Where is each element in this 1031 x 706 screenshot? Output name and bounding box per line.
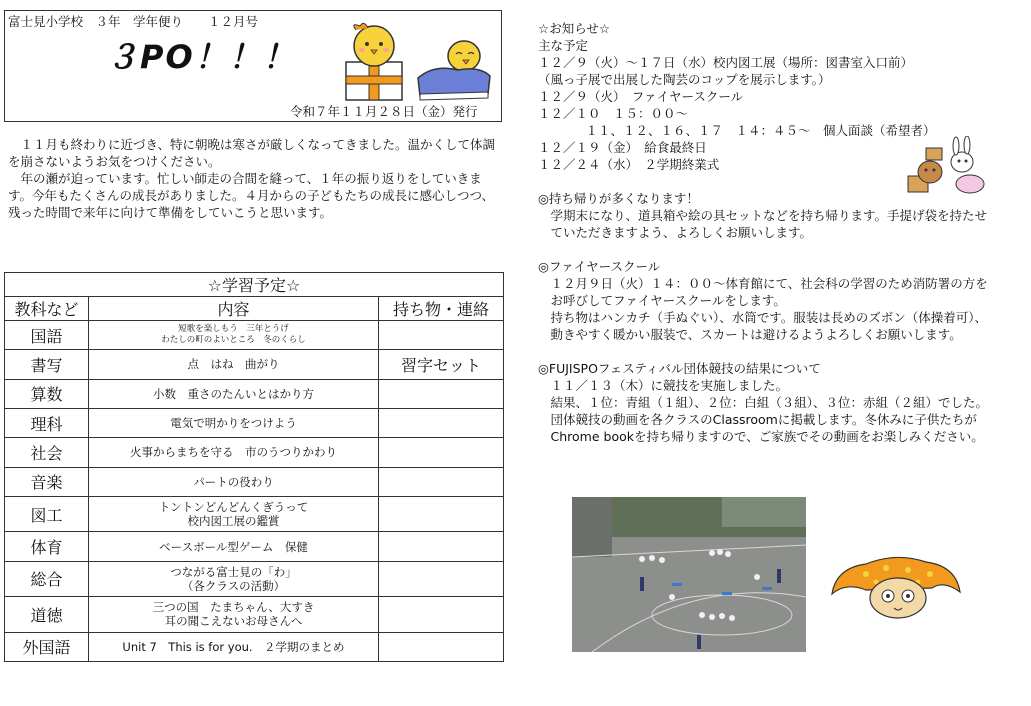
content-line: 三つの国 たまちゃん、大すき	[152, 600, 315, 615]
fire-school-items: 持ち物はハンカチ（手ぬぐい）、水筒です。服装は長めのズボン（体操着可）、動きやすく暖かい服装で、スカートは避けるようよろしくお願いします。	[550, 310, 988, 342]
bring-cell	[379, 408, 504, 437]
notices-column	[538, 20, 998, 445]
content-cell	[89, 379, 379, 408]
content-cell	[89, 467, 379, 496]
intro-message	[8, 136, 500, 221]
schedule-title: ☆学習予定☆	[5, 273, 504, 297]
table-row	[5, 438, 504, 467]
table-row	[5, 532, 504, 561]
main-schedule-label: 主な予定	[538, 38, 589, 53]
festival-heading: ◎FUJISPOフェスティバル団体競技の結果について	[538, 361, 821, 376]
event-line: １２／１９（金） 給食最終日	[538, 140, 707, 155]
school-line: 富士見小学校 ３年 学年便り １２月号	[8, 14, 259, 29]
column-header-bring: 持ち物・連絡	[379, 297, 504, 321]
content-cell	[89, 321, 379, 350]
subject-cell: 理科	[5, 408, 89, 437]
content-cell	[89, 408, 379, 437]
subject-cell: 外国語	[5, 632, 89, 661]
content-line: 小数 重さのたんいとはかり方	[153, 386, 314, 401]
content-cell	[89, 597, 379, 632]
table-row	[5, 379, 504, 408]
content-cell	[89, 438, 379, 467]
subject-cell: 社会	[5, 438, 89, 467]
festival-date: １１／１３（木）に競技を実施しました。	[550, 378, 789, 393]
content-line: わたしの町のよいところ 冬のくらし	[161, 335, 306, 346]
event-line: １２／９（火） ファイヤースクール	[538, 89, 744, 104]
content-line: ベースボール型ゲーム 保健	[159, 539, 308, 554]
take-home-heading: ◎持ち帰りが多くなります！	[538, 191, 699, 206]
table-row	[5, 467, 504, 496]
fire-school-body: １２月９日（火）１４：００～体育館にて、社会科の学習のため消防署の方をお呼びしてファイヤースクールをします。	[550, 276, 988, 308]
chick-bed-illustration	[414, 36, 494, 102]
event-line: １２／９（火）～１７日（水）校内図工展（場所：図書室入口前）	[538, 55, 914, 70]
column-header-content: 内容	[89, 297, 379, 321]
content-line: パートの役わり	[193, 474, 274, 489]
table-row	[5, 321, 504, 350]
table-row	[5, 496, 504, 531]
study-schedule-table	[4, 272, 504, 662]
subject-cell: 算数	[5, 379, 89, 408]
notices-heading: ☆お知らせ☆	[538, 21, 611, 36]
content-line: つながる富士見の「わ」	[170, 564, 297, 579]
content-line: 耳の聞こえないお母さんへ	[164, 614, 303, 629]
subject-cell: 書写	[5, 350, 89, 379]
moving-boxes-illustration	[904, 136, 990, 198]
content-line: 校内図工展の鑑賞	[187, 514, 280, 529]
cat-blanket-illustration	[826, 548, 966, 620]
subject-cell: 体育	[5, 532, 89, 561]
content-cell	[89, 561, 379, 596]
content-line: （各クラスの活動）	[181, 578, 286, 593]
intro-paragraph: １１月も終わりに近づき、特に朝晩は寒さが厳しくなってきました。温かくして体調を崩さないようお気をつけください。	[8, 137, 496, 169]
event-line: １２／１０ １５：００～	[538, 106, 689, 121]
intro-paragraph: 年の瀬が迫っています。忙しい師走の合間を縫って、１年の振り返りをしていきます。今年もたくさんの成長がありました。４月からの子どもたちの成長に感心しつつ、残った時間で来年に向けて準備をしていこうと思います。	[8, 171, 495, 220]
fire-school-heading: ◎ファイヤースクール	[538, 259, 661, 274]
newsletter-title: ３PO！！！	[106, 38, 297, 76]
content-cell	[89, 632, 379, 661]
column-header-subject: 教科など	[5, 297, 89, 321]
bring-cell	[379, 467, 504, 496]
content-cell	[89, 496, 379, 531]
subject-cell: 図工	[5, 496, 89, 531]
festival-video: 団体競技の動画を各クラスのClassroomに掲載します。冬休みに子供たちがChrome bookを持ち帰りますので、ご家族でその動画をお楽しみください。	[550, 412, 984, 444]
content-cell	[89, 350, 379, 379]
table-row	[5, 350, 504, 379]
event-line: １２／２４（水） ２学期終業式	[538, 157, 720, 172]
bring-cell	[379, 379, 504, 408]
table-row	[5, 561, 504, 596]
chick-gift-illustration	[338, 20, 410, 104]
event-line: １１、１２、１６、１７ １４：４５～ 個人面談（希望者）	[585, 123, 936, 138]
subject-cell: 総合	[5, 561, 89, 596]
issue-date: 令和７年１１月２８日（金）発行	[290, 104, 478, 119]
content-line: トントンどんどんくぎうって	[158, 500, 309, 515]
content-line: Unit 7 This is for you. ２学期のまとめ	[122, 639, 345, 654]
content-line: 短歌を楽しもう 三年とうげ	[178, 324, 289, 335]
subject-cell: 道徳	[5, 597, 89, 632]
event-line: （風っ子展で出展した陶芸のコップを展示します。）	[538, 72, 831, 87]
bring-cell	[379, 321, 504, 350]
bring-cell	[379, 532, 504, 561]
bring-cell	[379, 597, 504, 632]
festival-results: 結果、１位：青組（１組）、２位：白組（３組）、３位：赤組（２組）でした。	[550, 395, 989, 410]
content-line: 火事からまちを守る 市のうつりかわり	[130, 445, 337, 460]
bring-cell	[379, 496, 504, 531]
content-cell	[89, 532, 379, 561]
field-event-photo	[572, 497, 806, 652]
take-home-body: 学期末になり、道具箱や絵の具セットなどを持ち帰ります。手提げ袋を持たせていただきますよう、よろしくお願いします。	[550, 208, 988, 240]
bring-cell	[379, 561, 504, 596]
bring-cell	[379, 438, 504, 467]
content-line: 点 はね 曲がり	[187, 357, 280, 372]
bring-cell: 習字セット	[379, 350, 504, 379]
table-row	[5, 408, 504, 437]
table-row	[5, 632, 504, 661]
subject-cell: 音楽	[5, 467, 89, 496]
bring-cell	[379, 632, 504, 661]
table-row	[5, 597, 504, 632]
subject-cell: 国語	[5, 321, 89, 350]
content-line: 電気で明かりをつけよう	[170, 416, 297, 431]
